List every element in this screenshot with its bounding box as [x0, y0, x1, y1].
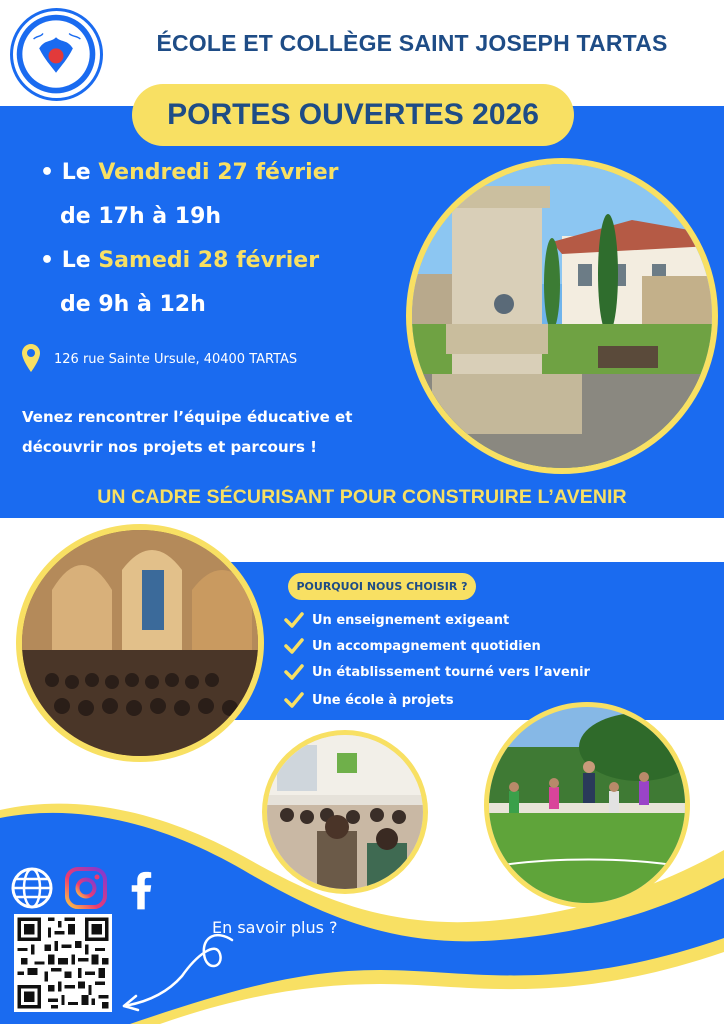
check-icon: [284, 692, 304, 708]
schedule-day-1: [40, 160, 338, 185]
schedule-date-1: Vendredi 27 février: [98, 160, 339, 185]
footer-note-1: NE PAS JETER SUR LA VOIE PUBLIQUE: [563, 992, 710, 1000]
schedule-prefix-1: • Le: [40, 160, 99, 185]
reason-item-1: [284, 612, 509, 628]
qr-code[interactable]: [14, 914, 112, 1012]
school-name: ÉCOLE ET COLLÈGE SAINT JOSEPH TARTAS: [156, 30, 668, 56]
check-icon: [284, 612, 304, 628]
intro-line-1: Venez rencontrer l’équipe éducative et: [22, 408, 353, 426]
tagline: UN CADRE SÉCURISANT POUR CONSTRUIRE L’AVENIR: [97, 486, 627, 508]
schedule-hours-2: de 9h à 12h: [60, 292, 206, 317]
reason-label-1: Un enseignement exigeant: [312, 612, 510, 628]
logo-emblem-icon: [13, 11, 100, 98]
instagram-icon[interactable]: [64, 866, 108, 910]
check-icon: [284, 638, 304, 654]
school-logo: [10, 8, 103, 101]
check-icon: [284, 664, 304, 680]
open-days-banner: PORTES OUVERTES 2026: [132, 84, 574, 146]
map-pin-icon: [22, 344, 40, 374]
reason-item-2: [284, 638, 541, 654]
learn-more-text: En savoir plus ?: [212, 918, 338, 937]
schedule-day-2: [40, 248, 319, 273]
schedule-hours-1: de 17h à 19h: [60, 204, 222, 229]
intro-line-2: découvrir nos projets et parcours !: [22, 438, 318, 456]
facebook-icon[interactable]: [128, 868, 154, 910]
why-choose-us-title: POURQUOI NOUS CHOISIR ?: [288, 573, 476, 600]
schedule-date-2: Samedi 28 février: [98, 248, 320, 273]
address: [22, 342, 297, 376]
footer-note-2: PUBLIÉ PAR NOS SOINS: [618, 1004, 710, 1012]
reason-item-4: [284, 692, 454, 708]
reason-item-3: [284, 664, 590, 680]
reason-label-2: Un accompagnement quotidien: [312, 638, 541, 654]
chapel-photo: [16, 524, 264, 762]
fountain-photo: [406, 158, 718, 474]
sports-photo: [484, 702, 690, 908]
address-text: 126 rue Sainte Ursule, 40400 TARTAS: [54, 351, 298, 367]
globe-icon[interactable]: [10, 866, 54, 910]
schedule-prefix-2: • Le: [40, 248, 99, 273]
classroom-photo: [262, 730, 428, 894]
reason-label-4: Une école à projets: [312, 692, 454, 708]
arrow-icon: [112, 926, 242, 1016]
reason-label-3: Un établissement tourné vers l’avenir: [312, 664, 590, 680]
